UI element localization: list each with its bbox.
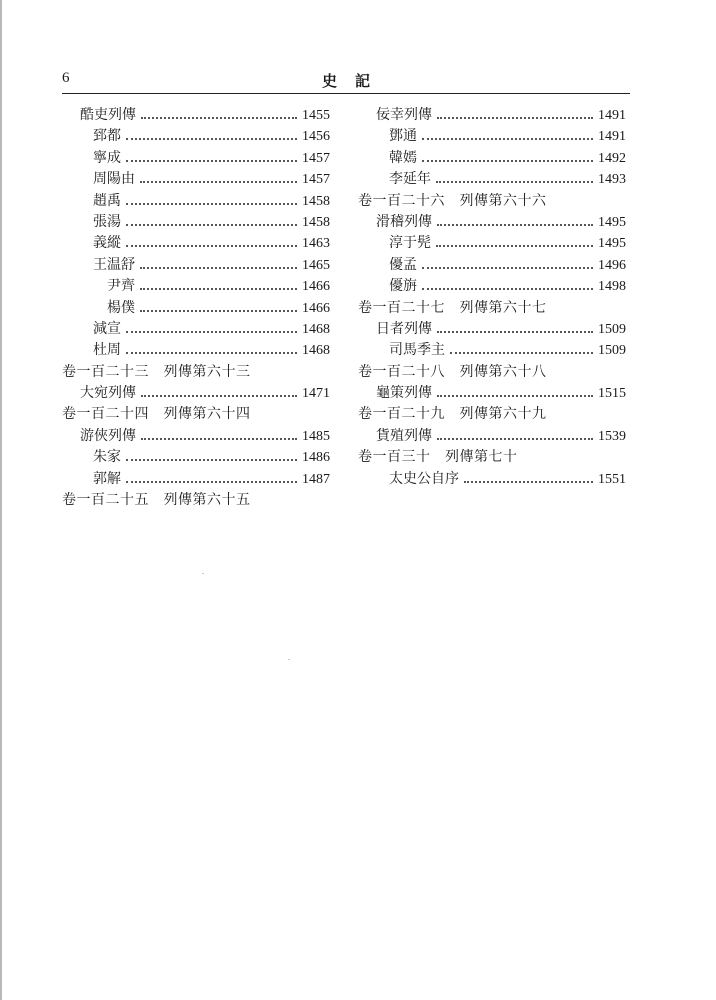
dot-leader [437,117,593,119]
scan-speck [202,573,204,574]
toc-entry [62,191,330,212]
toc-entry [358,233,626,254]
toc-section-heading [358,447,626,468]
toc-entry [62,340,330,361]
toc-section-heading [358,362,626,383]
toc-section-heading [62,362,330,383]
dot-leader [126,203,297,205]
section-title: 卷一百二十四 列傳第六十四 [62,406,251,423]
toc-section-heading [62,490,330,511]
entry-page-number: 1457 [302,172,330,188]
toc-entry [62,105,330,126]
entry-title: 淳于髡 [389,235,431,252]
entry-title: 佞幸列傳 [376,107,432,123]
section-title: 卷一百二十五 列傳第六十五 [62,492,251,509]
dot-leader [422,267,593,269]
toc-entry [62,212,330,233]
toc-entry [62,126,330,147]
entry-title: 日者列傳 [376,320,432,337]
dot-leader [141,395,297,397]
entry-title: 司馬季主 [389,342,445,359]
entry-title: 太史公自序 [389,470,459,487]
dot-leader [437,331,593,333]
entry-page-number: 1457 [302,150,330,166]
entry-page-number: 1468 [302,321,330,337]
dot-leader [437,438,593,440]
toc-entry [62,169,330,190]
dot-leader [464,481,593,483]
entry-page-number: 1466 [302,300,330,316]
entry-page-number: 1465 [302,257,330,273]
toc-entry [62,319,330,340]
entry-page-number: 1455 [302,108,330,123]
dot-leader [126,245,297,247]
dot-leader [437,395,593,397]
entry-title: 鄧通 [389,128,417,145]
toc-entry [358,319,626,340]
section-title: 卷一百三十 列傳第七十 [358,449,518,466]
dot-leader [140,288,297,290]
toc-column-left [62,105,330,511]
header-rule [62,93,630,94]
entry-title: 優孟 [389,256,417,273]
toc-entry [358,255,626,276]
toc-entry [62,383,330,404]
section-title: 卷一百二十八 列傳第六十八 [358,363,547,380]
entry-page-number: 1491 [598,129,626,145]
dot-leader [126,352,297,354]
toc-entry [358,340,626,361]
section-title: 卷一百二十三 列傳第六十三 [62,363,251,380]
entry-title: 李延年 [389,171,431,188]
toc-entry [62,298,330,319]
dot-leader [436,181,593,183]
toc-entry [358,105,626,126]
section-title: 卷一百二十七 列傳第六十七 [358,299,547,316]
entry-page-number: 1509 [598,343,626,359]
dot-leader [141,117,297,119]
toc-entry [358,169,626,190]
entry-page-number: 1486 [302,450,330,466]
toc-entry [358,212,626,233]
toc-section-heading [358,191,626,212]
entry-title: 義縱 [93,235,121,252]
scan-speck [288,659,290,660]
entry-title: 韓嫣 [389,149,417,166]
dot-leader [140,310,297,312]
entry-title: 王温舒 [93,256,135,273]
page-header [62,70,630,92]
entry-title: 大宛列傳 [80,385,136,402]
entry-page-number: 1485 [302,428,330,444]
entry-title: 朱家 [93,449,121,466]
entry-title: 杜周 [93,342,121,359]
entry-page-number: 1495 [598,214,626,230]
dot-leader [140,267,297,269]
entry-page-number: 1496 [598,257,626,273]
dot-leader [422,138,593,140]
toc-entry [358,426,626,447]
entry-title: 龜策列傳 [376,385,432,402]
toc-section-heading [62,404,330,425]
entry-title: 楊僕 [107,299,135,316]
entry-page-number: 1471 [302,386,330,402]
entry-page-number: 1498 [598,279,626,295]
dot-leader [126,160,297,162]
toc-entry [358,276,626,297]
entry-title: 寧成 [93,149,121,166]
entry-title: 郅都 [93,128,121,145]
entry-title: 尹齊 [107,278,135,295]
entry-page-number: 1495 [598,236,626,252]
toc-entry [358,126,626,147]
toc-entry [358,469,626,490]
toc-entry [62,276,330,297]
toc-entry [62,148,330,169]
toc-entry [62,255,330,276]
entry-page-number: 1515 [598,386,626,402]
toc-section-heading [358,298,626,319]
dot-leader [141,438,297,440]
entry-page-number: 1539 [598,428,626,444]
entry-title: 游俠列傳 [80,427,136,444]
entry-title: 優旃 [389,278,417,295]
dot-leader [126,481,297,483]
entry-page-number: 1466 [302,279,330,295]
dot-leader [126,331,297,333]
entry-title: 酷吏列傳 [80,107,136,123]
entry-page-number: 1493 [598,172,626,188]
entry-page-number: 1468 [302,343,330,359]
entry-title: 貨殖列傳 [376,427,432,444]
entry-page-number: 1458 [302,214,330,230]
page-number: 6 [62,70,70,86]
dot-leader [140,181,297,183]
entry-page-number: 1491 [598,108,626,123]
entry-title: 郭解 [93,470,121,487]
entry-page-number: 1487 [302,471,330,487]
toc-entry [62,447,330,468]
entry-page-number: 1458 [302,193,330,209]
dot-leader [450,352,593,354]
entry-title: 滑稽列傳 [376,213,432,230]
entry-page-number: 1509 [598,321,626,337]
entry-page-number: 1551 [598,471,626,487]
running-title: 史記 [321,72,388,90]
toc-entry [62,426,330,447]
toc-column-right [358,105,626,490]
entry-title: 周陽由 [93,171,135,188]
dot-leader [126,138,297,140]
toc-entry [62,233,330,254]
page-left-edge [0,0,2,1000]
entry-page-number: 1456 [302,129,330,145]
dot-leader [436,245,593,247]
dot-leader [437,224,593,226]
entry-title: 張湯 [93,213,121,230]
section-title: 卷一百二十六 列傳第六十六 [358,192,547,209]
entry-page-number: 1492 [598,150,626,166]
dot-leader [422,288,593,290]
toc-entry [62,469,330,490]
toc-section-heading [358,404,626,425]
dot-leader [126,224,297,226]
dot-leader [422,160,593,162]
entry-page-number: 1463 [302,236,330,252]
section-title: 卷一百二十九 列傳第六十九 [358,406,547,423]
entry-title: 減宣 [93,320,121,337]
toc-entry [358,383,626,404]
toc-entry [358,148,626,169]
dot-leader [126,459,297,461]
entry-title: 趙禹 [93,192,121,209]
